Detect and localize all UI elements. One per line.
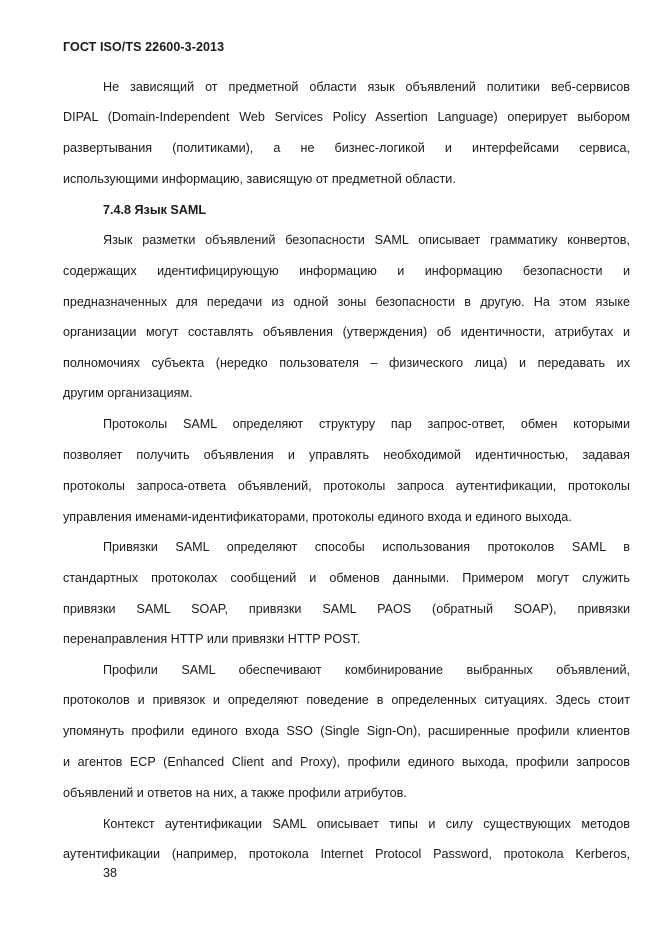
text-line: использующими информацию, зависящую от предметной области.: [63, 172, 456, 186]
text-line: содержащих идентифицирующую информацию и информацию безопасности и: [63, 264, 630, 278]
page-number: 38: [103, 866, 118, 880]
text-line: и агентов ECP (Enhanced Client and Proxy), профили единого выхода, профили запросов: [63, 755, 630, 769]
text-line: организации могут составлять объявления (утверждения) об идентичности, атрибутах и: [63, 325, 630, 339]
text-line: стандартных протоколах сообщений и обменов данными. Примером могут служить: [63, 571, 630, 585]
document-header: ГОСТ ISO/TS 22600-3-2013: [63, 40, 225, 54]
text-line: Привязки SAML определяют способы использования протоколов SAML в: [103, 540, 630, 554]
text-line: протоколы запроса-ответа объявлений, протоколы запроса аутентификации, протоколы: [63, 479, 630, 493]
text-line: Не зависящий от предметной области язык объявлений политики веб-сервисов: [103, 80, 630, 94]
text-line: позволяет получить объявления и управлять необходимой идентичностью, задавая: [63, 448, 630, 462]
text-line: протоколов и привязок и определяют поведение в определенных ситуациях. Здесь стоит: [63, 693, 630, 707]
text-line: Протоколы SAML определяют структуру пар запрос-ответ, обмен которыми: [103, 417, 630, 431]
section-heading: 7.4.8 Язык SAML: [103, 203, 207, 217]
text-line: предназначенных для передачи из одной зоны безопасности в другую. На этом языке: [63, 295, 630, 309]
text-line: упомянуть профили единого входа SSO (Single Sign-On), расширенные профили клиентов: [63, 724, 630, 738]
text-line: другим организациям.: [63, 386, 193, 400]
text-line: DIPAL (Domain-Independent Web Services Policy Assertion Language) оперирует выбором: [63, 110, 630, 124]
text-line: перенаправления HTTP или привязки HTTP POST.: [63, 632, 361, 646]
text-line: Профили SAML обеспечивают комбинирование выбранных объявлений,: [103, 663, 630, 677]
text-line: привязки SAML SOAP, привязки SAML PAOS (обратный SOAP), привязки: [63, 602, 630, 616]
text-line: развертывания (политиками), а не бизнес-логикой и интерфейсами сервиса,: [63, 141, 630, 155]
text-line: Контекст аутентификации SAML описывает типы и силу существующих методов: [103, 817, 630, 831]
text-line: полномочиях субъекта (нередко пользователя – физического лица) и передавать их: [63, 356, 630, 370]
text-line: Язык разметки объявлений безопасности SAML описывает грамматику конвертов,: [103, 233, 630, 247]
text-line: объявлений и ответов на них, а также профили атрибутов.: [63, 786, 407, 800]
text-line: аутентификации (например, протокола Internet Protocol Password, протокола Kerberos,: [63, 847, 630, 861]
text-line: управления именами-идентификаторами, протоколы единого входа и единого выхода.: [63, 510, 572, 524]
